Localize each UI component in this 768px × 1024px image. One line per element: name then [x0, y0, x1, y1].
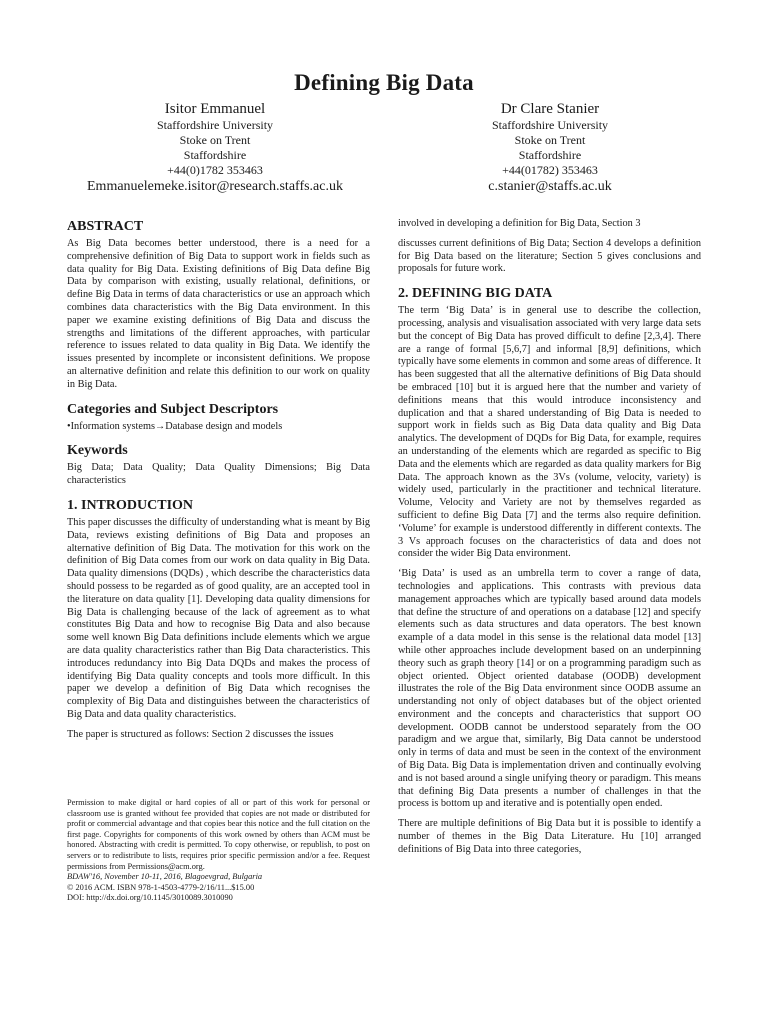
copyright-info: © 2016 ACM. ISBN 978-1-4503-4779-2/16/11...$15.00 [67, 882, 255, 892]
author-name: Dr Clare Stanier [500, 101, 600, 117]
keywords-text: Big Data; Data Quality; Data Quality Dimensions; Big Data characteristics [67, 462, 370, 487]
continuation-text: involved in developing a definition for Big Data, Section 3 [398, 218, 641, 229]
author-phone: +44(01782) 353463 [502, 163, 598, 177]
left-column [67, 218, 370, 749]
structure-paragraph: The paper is structured as follows: Section 2 discusses the issues [67, 728, 334, 740]
section2-paragraph-3: There are multiple definitions of Big Data but it is possible to identify a number of themes in the Big Data Literature. Hu [10] arranged definitions of Big Data into three categories, [398, 818, 701, 855]
paper-title: Defining Big Data [294, 70, 474, 95]
introduction-paragraph: This paper discusses the difficulty of understanding what is meant by Big Data, reviews existing definitions of Big Data and proposes an alternative definition of Big Data. The motivation for this work on the definition of Big Data comes from our work on data quality in Big Data. Data quality dimensions (DQDs) , which describe the characteristics data should possess to be regarded as of good quality, are an accepted tool in the literature on data quality [1]. Developing data quality dimensions for Big Data is challenging because of the lack of agreement as to what constitutes Big Data and how to recognise Big Data and also because some well known Big Data definitions include elements which we argue are data quality characteristics rather than Big Data characteristics. This introduces redundancy into Big Data DQDs and makes the process of identifying Big Data quality concepts and tools more difficult. In this paper we develop a definition of Big Data which recognises the complexity of Big Data and distinguishes between the characteristics of Big Data and data quality characteristics. [67, 516, 370, 720]
author-email: c.stanier@staffs.ac.uk [488, 179, 612, 194]
conference-info: BDAW'16, November 10-11, 2016, Blagoevgrad, Bulgaria [67, 872, 263, 882]
author-block-1 [50, 100, 380, 196]
categories-text: •Information systems→Database design and models [67, 420, 283, 432]
doi-link[interactable]: DOI: http://dx.doi.org/10.1145/3010089.3010090 [67, 893, 233, 903]
author-city: Stoke on Trent [179, 133, 251, 147]
keywords-heading: Keywords [67, 443, 128, 459]
author-block-2 [385, 100, 715, 196]
abstract-text: As Big Data becomes better understood, there is a need for a comprehensive definition of Big Data to support work in fields such as data quality for Big Data. Existing definitions of Big Data define Big Data by comparison with existing, usually relational, definitions, or define Big Data in terms of data characteristics or use an approach which combines data characteristics with the Big Data environment. In this paper we examine existing definitions of Big Data and discuss the strengths and limitations of the different approaches, with particular reference to issues related to data quality in Big Data. We identify the issues presented by incomplete or inconsistent definitions. We propose an alternative definition and relate this definition to our work on quality in Big Data. [67, 238, 370, 390]
structure-continuation: discusses current definitions of Big Data; Section 4 develops a definition for Big Data based on the literature; Section 5 gives conclusions and proposals for future work. [398, 237, 701, 275]
section2-heading: 2. DEFINING BIG DATA [398, 286, 553, 302]
right-column [398, 218, 701, 864]
section2-paragraph-2: ‘Big Data’ is used as an umbrella term to cover a range of data, technologies and applications. This contrasts with previous data management approaches which are typically based around data models that define the structure of and operations on a database [12] and specify elements such as data structures and data operators. The best known example of a data model in this sense is the relational data model [13] while other approaches include development based on an underpinning theory such as graph theory [14] or on a programming paradigm such as object oriented. Object oriented database (OODB) development illustrates the role of the Big Data environment since OODB assume an understanding not only of object databases but of the object oriented environment and the concepts and characteristics that support OO development. OODB cannot be understood separately from the OO paradigm and we argue that, similarly, Big Data cannot be understood only in terms of data and must be seen in the context of the environment of Big Data. Big Data is implementation driven and continually evolving and is not based around a single unifying theory or paradigm. This means that defining Big Data presents a number of challenges in that the process is bottom up and iterative and is potentially open ended. [398, 568, 701, 810]
author-affiliation: Staffordshire University [491, 118, 609, 132]
introduction-heading: 1. INTRODUCTION [67, 497, 194, 513]
author-county: Staffordshire [518, 148, 582, 162]
section2-paragraph-1: The term ‘Big Data’ is in general use to describe the collection, processing, analysis and visualisation associated with very large data sets but the concept of Big Data has proved difficult to define [2,3,4]. There are a range of formal [5,6,7] and informal [8,9] definitions, which typically have some elements in common and some areas of difference. It has been suggested that all the alternative definitions of Big Data should be embraced [10] but it is argued here that the number and variety of definitions means that this would introduce inconsistency and duplication and that a shared understanding of Big Data is needed to support work in fields such as Big Data data quality and Big Data analytics. The development of DQDs for Big Data, for example, requires an understanding of the elements which are regarded as specific to Big Data and the elements which are regarded as data quality markers for Big Data. The approach known as the 3Vs (volume, velocity, variety) is widely used, particularly in the practitioner and technical literature. Volume, Velocity and Variety are not by themselves regarded as sufficient to define Big Data [7] and the terms also require definition. ‘Volume’ for example is understood differently in different contexts. The 3 Vs approach focuses on the characteristics of data and does not consider the wider Big Data environment. [398, 305, 701, 560]
author-name: Isitor Emmanuel [164, 101, 266, 117]
author-phone: +44(0)1782 353463 [167, 163, 263, 177]
permission-text: Permission to make digital or hard copies of all or part of this work for personal or classroom use is granted without fee provided that copies are not made or distributed for profit or commercial advantage and that copies bear this notice and the full citation on the first page. Copyrights for components of this work owned by others than ACM must be honored. Abstracting with credit is permitted. To copy otherwise, or republish, to post on servers or to redistribute to lists, requires prior specific permission and/or a fee. Request permissions from Permissions@acm.org. [67, 798, 370, 871]
author-affiliation: Staffordshire University [156, 118, 274, 132]
permission-footnote [67, 798, 370, 904]
author-city: Stoke on Trent [514, 133, 586, 147]
categories-heading: Categories and Subject Descriptors [67, 401, 279, 417]
abstract-heading: ABSTRACT [67, 219, 144, 234]
author-county: Staffordshire [183, 148, 247, 162]
author-email: Emmanuelemeke.isitor@research.staffs.ac.uk [87, 179, 343, 194]
